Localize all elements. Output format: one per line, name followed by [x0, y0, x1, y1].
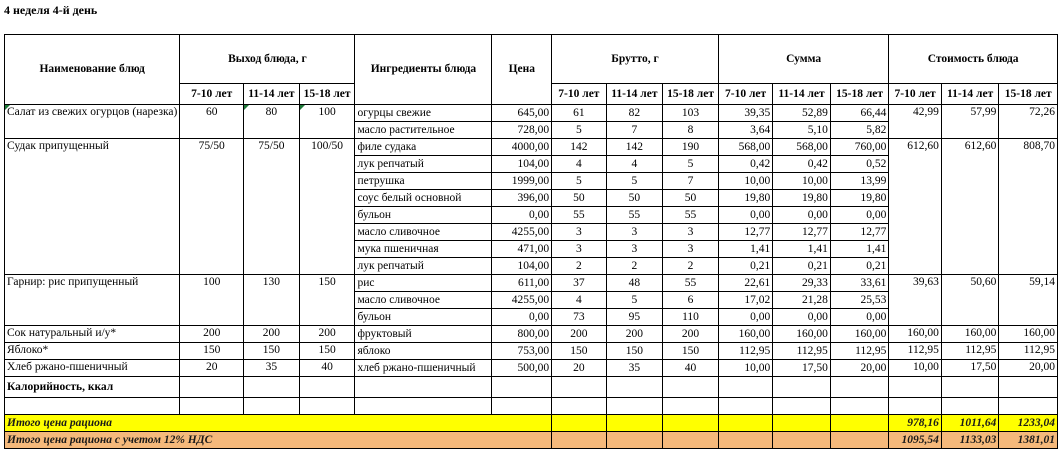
- dish-cost: 112,95: [889, 343, 942, 360]
- ingredient-brutto: 40: [663, 360, 719, 377]
- header-age-sum-1: 7-10 лет: [718, 84, 772, 105]
- ingredient-sum: 10,00: [718, 360, 772, 377]
- ingredient-sum: 160,00: [718, 326, 772, 343]
- header-age-brutto-2: 11-14 лет: [606, 84, 663, 105]
- header-sum: Сумма: [718, 35, 888, 84]
- dish-cost: 112,95: [941, 343, 999, 360]
- empty-cell: [606, 377, 663, 398]
- table-row: [5, 360, 1058, 377]
- ingredient-brutto: 35: [606, 360, 663, 377]
- table-row: [5, 105, 1058, 122]
- header-age-out-2: 11-14 лет: [244, 84, 300, 105]
- ingredient-sum: 0,21: [718, 258, 772, 275]
- ingredient-brutto: 8: [663, 122, 719, 139]
- ingredient-brutto: 103: [663, 105, 719, 122]
- ingredient-sum: 0,52: [830, 156, 889, 173]
- ingredient-name: огурцы свежие: [355, 105, 492, 122]
- ingredient-sum: 19,80: [718, 190, 772, 207]
- empty-cell: [5, 398, 180, 415]
- ingredient-sum: 160,00: [773, 326, 831, 343]
- header-name: Наименование блюд: [5, 35, 180, 105]
- ingredient-brutto: 3: [663, 241, 719, 258]
- ingredient-name: рис: [355, 275, 492, 292]
- header-ingredients: Ингредиенты блюда: [355, 35, 492, 105]
- ingredient-name: хлеб ржано-пшеничный: [355, 360, 492, 377]
- header-age-sum-3: 15-18 лет: [830, 84, 889, 105]
- ingredient-sum: 22,61: [718, 275, 772, 292]
- dish-cost: 17,50: [941, 360, 999, 377]
- calories-label: Калорийность, ккал: [5, 377, 180, 398]
- empty-cell: [830, 415, 889, 432]
- ingredient-brutto: 55: [606, 207, 663, 224]
- ingredient-sum: 66,44: [830, 105, 889, 122]
- ingredient-brutto: 82: [606, 105, 663, 122]
- dish-output: 150: [244, 343, 300, 360]
- dish-cost: 160,00: [999, 326, 1058, 343]
- ingredient-brutto: 3: [606, 241, 663, 258]
- ingredient-brutto: 4: [606, 156, 663, 173]
- empty-cell: [606, 398, 663, 415]
- header-age-cost-2: 11-14 лет: [941, 84, 999, 105]
- ingredient-brutto: 7: [663, 173, 719, 190]
- ingredient-sum: 5,10: [773, 122, 831, 139]
- ingredient-brutto: 150: [663, 343, 719, 360]
- ingredient-name: петрушка: [355, 173, 492, 190]
- ingredient-sum: 39,35: [718, 105, 772, 122]
- ingredient-brutto: 50: [552, 190, 606, 207]
- ingredient-price: 104,00: [492, 258, 552, 275]
- dish-output: 150: [299, 275, 355, 326]
- ingredient-sum: 19,80: [773, 190, 831, 207]
- dish-output: 130: [244, 275, 300, 326]
- empty-cell: [180, 377, 244, 398]
- ingredient-brutto: 150: [606, 343, 663, 360]
- ingredient-brutto: 4: [552, 292, 606, 309]
- ingredient-sum: 112,95: [718, 343, 772, 360]
- dish-cost: 72,26: [999, 105, 1058, 139]
- ingredient-sum: 0,00: [773, 309, 831, 326]
- empty-cell: [244, 377, 300, 398]
- empty-cell: [606, 432, 663, 449]
- total-row-label: Итого цена рациона: [5, 415, 552, 432]
- ingredient-brutto: 5: [606, 173, 663, 190]
- dish-output: 75/50: [244, 139, 300, 275]
- empty-cell: [244, 398, 300, 415]
- ingredient-sum: 0,21: [830, 258, 889, 275]
- dish-name: Судак припущенный: [5, 139, 180, 275]
- ingredient-brutto: 95: [606, 309, 663, 326]
- empty-cell: [552, 398, 606, 415]
- ingredient-price: 611,00: [492, 275, 552, 292]
- ingredient-name: масло сливочное: [355, 224, 492, 241]
- ingredient-brutto: 7: [606, 122, 663, 139]
- total-vat-row-value: 1381,01: [999, 432, 1058, 449]
- dish-output: 20: [180, 360, 244, 377]
- header-age-out-3: 15-18 лет: [299, 84, 355, 105]
- ingredient-brutto: 3: [663, 224, 719, 241]
- ingredient-brutto: 73: [552, 309, 606, 326]
- ingredient-brutto: 190: [663, 139, 719, 156]
- ingredient-sum: 17,50: [773, 360, 831, 377]
- header-price: Цена: [492, 35, 552, 105]
- ingredient-brutto: 5: [663, 156, 719, 173]
- ingredient-price: 4255,00: [492, 224, 552, 241]
- ingredient-brutto: 5: [552, 122, 606, 139]
- ingredient-brutto: 4: [552, 156, 606, 173]
- ingredient-price: 0,00: [492, 207, 552, 224]
- dish-output: 200: [299, 326, 355, 343]
- header-brutto: Брутто, г: [552, 35, 719, 84]
- ingredient-brutto: 110: [663, 309, 719, 326]
- dish-cost: 612,60: [941, 139, 999, 275]
- header-age-out-1: 7-10 лет: [180, 84, 244, 105]
- empty-cell: [299, 398, 355, 415]
- header-age-brutto-1: 7-10 лет: [552, 84, 606, 105]
- ingredient-sum: 568,00: [773, 139, 831, 156]
- total-vat-row-value: 1095,54: [889, 432, 942, 449]
- table-row: [5, 139, 1058, 156]
- dish-output: 35: [244, 360, 300, 377]
- sheet-title: 4 неделя 4-й день: [4, 3, 98, 17]
- empty-cell: [718, 415, 772, 432]
- ingredient-sum: 12,77: [718, 224, 772, 241]
- empty-cell: [773, 398, 831, 415]
- ingredient-sum: 0,00: [773, 207, 831, 224]
- ingredient-sum: 3,64: [718, 122, 772, 139]
- ingredient-sum: 12,77: [773, 224, 831, 241]
- dish-name: Салат из свежих огурцов (нарезка): [5, 105, 180, 139]
- empty-cell: [552, 432, 606, 449]
- empty-cell: [552, 415, 606, 432]
- dish-output: 150: [180, 343, 244, 360]
- ingredient-price: 4000,00: [492, 139, 552, 156]
- empty-cell: [889, 377, 942, 398]
- ingredient-brutto: 3: [552, 241, 606, 258]
- ingredient-sum: 0,00: [718, 207, 772, 224]
- ingredient-sum: 112,95: [773, 343, 831, 360]
- ingredient-sum: 0,42: [718, 156, 772, 173]
- ingredient-sum: 0,21: [773, 258, 831, 275]
- calories-row: [5, 377, 1058, 398]
- empty-cell: [830, 432, 889, 449]
- ingredient-brutto: 3: [552, 224, 606, 241]
- dish-name: Яблоко*: [5, 343, 180, 360]
- ingredient-name: яблоко: [355, 343, 492, 360]
- header-cost: Стоимость блюда: [889, 35, 1058, 84]
- ingredient-price: 0,00: [492, 309, 552, 326]
- empty-cell: [552, 377, 606, 398]
- dish-output: 150: [299, 343, 355, 360]
- ingredient-sum: 0,00: [830, 309, 889, 326]
- empty-cell: [941, 377, 999, 398]
- ingredient-name: масло сливочное: [355, 292, 492, 309]
- dish-output: 60: [180, 105, 244, 139]
- empty-cell: [889, 398, 942, 415]
- ingredient-brutto: 150: [552, 343, 606, 360]
- dish-output: 100: [180, 275, 244, 326]
- header-age-brutto-3: 15-18 лет: [663, 84, 719, 105]
- dish-cost: 160,00: [889, 326, 942, 343]
- total-vat-row-value: 1133,03: [941, 432, 999, 449]
- empty-cell: [663, 415, 719, 432]
- dish-name: Сок натуральный и/у*: [5, 326, 180, 343]
- ingredient-sum: 20,00: [830, 360, 889, 377]
- ingredient-price: 728,00: [492, 122, 552, 139]
- dish-cost: 39,63: [889, 275, 942, 326]
- ingredient-name: соус белый основной: [355, 190, 492, 207]
- ingredient-brutto: 20: [552, 360, 606, 377]
- ingredient-brutto: 61: [552, 105, 606, 122]
- ingredient-sum: 1,41: [830, 241, 889, 258]
- dish-output: 200: [244, 326, 300, 343]
- dish-cost: 808,70: [999, 139, 1058, 275]
- dish-name: Гарнир: рис припущенный: [5, 275, 180, 326]
- ingredient-brutto: 37: [552, 275, 606, 292]
- ingredient-brutto: 5: [606, 292, 663, 309]
- ingredient-brutto: 55: [663, 275, 719, 292]
- ingredient-sum: 29,33: [773, 275, 831, 292]
- ingredient-sum: 160,00: [830, 326, 889, 343]
- header-age-cost-1: 7-10 лет: [889, 84, 942, 105]
- empty-cell: [999, 377, 1058, 398]
- ingredient-brutto: 50: [663, 190, 719, 207]
- ingredient-sum: 0,00: [718, 309, 772, 326]
- empty-cell: [718, 398, 772, 415]
- dish-cost: 160,00: [941, 326, 999, 343]
- empty-cell: [773, 432, 831, 449]
- ingredient-sum: 760,00: [830, 139, 889, 156]
- total-vat-row: [5, 432, 1058, 449]
- empty-cell: [773, 415, 831, 432]
- dish-output: 200: [180, 326, 244, 343]
- dish-cost: 42,99: [889, 105, 942, 139]
- dish-cost: 10,00: [889, 360, 942, 377]
- empty-cell: [663, 432, 719, 449]
- ingredient-price: 4255,00: [492, 292, 552, 309]
- ingredient-name: лук репчатый: [355, 258, 492, 275]
- ingredient-price: 1999,00: [492, 173, 552, 190]
- ingredient-price: 396,00: [492, 190, 552, 207]
- dish-output: 100/50: [299, 139, 355, 275]
- empty-cell: [492, 398, 552, 415]
- ingredient-brutto: 2: [552, 258, 606, 275]
- ingredient-brutto: 55: [552, 207, 606, 224]
- header-age-sum-2: 11-14 лет: [773, 84, 831, 105]
- empty-cell: [180, 398, 244, 415]
- ingredient-sum: 52,89: [773, 105, 831, 122]
- empty-cell: [355, 398, 492, 415]
- ingredient-sum: 33,61: [830, 275, 889, 292]
- ingredient-price: 104,00: [492, 156, 552, 173]
- ingredient-sum: 112,95: [830, 343, 889, 360]
- dish-cost: 20,00: [999, 360, 1058, 377]
- ingredient-brutto: 200: [606, 326, 663, 343]
- ingredient-sum: 13,99: [830, 173, 889, 190]
- ingredient-name: бульон: [355, 207, 492, 224]
- ingredient-brutto: 200: [663, 326, 719, 343]
- empty-cell: [492, 377, 552, 398]
- ingredient-sum: 17,02: [718, 292, 772, 309]
- ingredient-brutto: 3: [606, 224, 663, 241]
- dish-cost: 612,60: [889, 139, 942, 275]
- empty-cell: [941, 398, 999, 415]
- ingredient-sum: 568,00: [718, 139, 772, 156]
- menu-table: [4, 34, 1058, 449]
- table-row: [5, 275, 1058, 292]
- ingredient-sum: 12,77: [830, 224, 889, 241]
- empty-cell: [663, 377, 719, 398]
- ingredient-sum: 10,00: [718, 173, 772, 190]
- ingredient-name: бульон: [355, 309, 492, 326]
- ingredient-price: 753,00: [492, 343, 552, 360]
- ingredient-brutto: 5: [552, 173, 606, 190]
- total-row-value: 978,16: [889, 415, 942, 432]
- ingredient-brutto: 2: [663, 258, 719, 275]
- empty-cell: [718, 432, 772, 449]
- header-age-cost-3: 15-18 лет: [999, 84, 1058, 105]
- ingredient-sum: 0,42: [773, 156, 831, 173]
- ingredient-name: лук репчатый: [355, 156, 492, 173]
- ingredient-price: 471,00: [492, 241, 552, 258]
- ingredient-sum: 0,00: [830, 207, 889, 224]
- ingredient-brutto: 142: [606, 139, 663, 156]
- ingredient-name: фруктовый: [355, 326, 492, 343]
- dish-output: 75/50: [180, 139, 244, 275]
- ingredient-name: мука пшеничная: [355, 241, 492, 258]
- dish-cost: 50,60: [941, 275, 999, 326]
- ingredient-brutto: 55: [663, 207, 719, 224]
- dish-cost: 59,14: [999, 275, 1058, 326]
- ingredient-price: 800,00: [492, 326, 552, 343]
- empty-cell: [663, 398, 719, 415]
- dish-output: 80: [244, 105, 300, 139]
- ingredient-sum: 21,28: [773, 292, 831, 309]
- dish-cost: 112,95: [999, 343, 1058, 360]
- ingredient-sum: 1,41: [773, 241, 831, 258]
- ingredient-sum: 10,00: [773, 173, 831, 190]
- empty-cell: [299, 377, 355, 398]
- ingredient-price: 645,00: [492, 105, 552, 122]
- dish-cost: 57,99: [941, 105, 999, 139]
- table-row: [5, 343, 1058, 360]
- empty-cell: [355, 377, 492, 398]
- ingredient-brutto: 2: [606, 258, 663, 275]
- ingredient-name: филе судака: [355, 139, 492, 156]
- total-row-value: 1011,64: [941, 415, 999, 432]
- ingredient-price: 500,00: [492, 360, 552, 377]
- empty-cell: [606, 415, 663, 432]
- total-vat-row-label: Итого цена рациона с учетом 12% НДС: [5, 432, 552, 449]
- table-row: [5, 326, 1058, 343]
- ingredient-brutto: 200: [552, 326, 606, 343]
- total-row: [5, 415, 1058, 432]
- empty-cell: [999, 398, 1058, 415]
- ingredient-sum: 19,80: [830, 190, 889, 207]
- empty-cell: [773, 377, 831, 398]
- total-row-value: 1233,04: [999, 415, 1058, 432]
- ingredient-sum: 5,82: [830, 122, 889, 139]
- empty-cell: [718, 377, 772, 398]
- header-output: Выход блюда, г: [180, 35, 355, 84]
- ingredient-brutto: 142: [552, 139, 606, 156]
- dish-output: 40: [299, 360, 355, 377]
- dish-output: 100: [299, 105, 355, 139]
- empty-cell: [830, 398, 889, 415]
- ingredient-sum: 25,53: [830, 292, 889, 309]
- blank-row: [5, 398, 1058, 415]
- ingredient-sum: 1,41: [718, 241, 772, 258]
- ingredient-brutto: 50: [606, 190, 663, 207]
- ingredient-name: масло растительное: [355, 122, 492, 139]
- dish-name: Хлеб ржано-пшеничный: [5, 360, 180, 377]
- empty-cell: [830, 377, 889, 398]
- ingredient-brutto: 48: [606, 275, 663, 292]
- ingredient-brutto: 6: [663, 292, 719, 309]
